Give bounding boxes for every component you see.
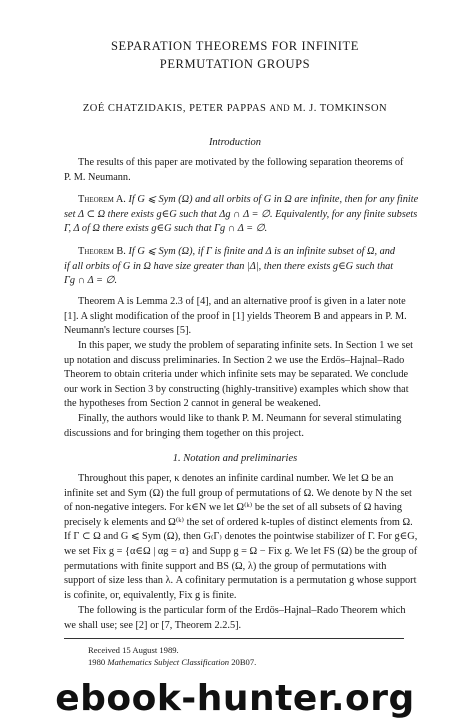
paragraph-line: The following is the particular form of the Erdös–Hajnal–Rado Theorem which (78, 605, 406, 616)
paragraph-line: [1]. A slight modification of the proof in [1] yields Theorem B and appears in P. M. (64, 310, 407, 322)
theorem-a-label: Theorem A. (78, 194, 126, 205)
paragraph-line: Theorem A is Lemma 2.3 of [4], and an alternative proof is given in a later note (78, 296, 406, 307)
theorem-b-line-3: Γg ∩ Δ = ∅. (64, 275, 118, 287)
paragraph-line: discussions and for bringing them together on this project. (64, 427, 304, 439)
theorem-a-line-1 (64, 193, 419, 208)
theorem-b-label: Theorem B. (78, 246, 126, 257)
footnote-classification (88, 656, 256, 668)
watermark-logo: ebook-hunter.org (55, 678, 415, 719)
paragraph-line: Neumann's lecture courses [5]. (64, 325, 192, 337)
paragraph-2 (64, 295, 407, 339)
intro-paragraph (64, 156, 402, 185)
footnote-received: Received 15 August 1989. (88, 645, 179, 655)
paragraph-line: If Γ ⊂ Ω and G ⩽ Sym (Ω), then G₍Γ₎ denotes the pointwise stabilizer of Γ. For g∈G, (64, 531, 418, 543)
paragraph-line: Theorem to obtain criteria under which infinite sets may be separated. We conclude (64, 369, 409, 381)
paper-title-line-2: PERMUTATION GROUPS (159, 57, 311, 71)
classification-label: Mathematics Subject Classification (107, 657, 230, 667)
paragraph-4 (64, 412, 402, 441)
paragraph-line: up notation and discuss preliminaries. In Section 2 we use the Erdös–Hajnal–Rado (64, 354, 405, 366)
theorem-b (64, 245, 402, 289)
theorem-b-text: If G ⩽ Sym (Ω), if Γ is finite and Δ is an infinite subset of Ω, and (128, 246, 396, 257)
section-1-paragraph-2 (64, 604, 406, 633)
classification-code: 20B07. (231, 657, 257, 667)
paper-title-line-1: SEPARATION THEOREMS FOR INFINITE (110, 39, 360, 53)
paragraph-3 (64, 339, 414, 412)
theorem-b-line-2: if all orbits of G in Ω have size greater than |Δ|, then there exists g∈G such that (64, 260, 394, 272)
section-1-heading: 1. Notation and preliminaries (172, 453, 298, 464)
classification-year: 1980 (88, 657, 106, 667)
paragraph-line: support of size less than λ. A cofinitary permutation is a permutation g whose support (64, 575, 417, 587)
footnote-separator (64, 638, 404, 639)
theorem-a (64, 193, 419, 237)
theorem-a-line-3: Γ, Δ of Ω there exists g∈G such that Γg ∩ Δ = ∅. (64, 223, 268, 235)
paragraph-line: Finally, the authors would like to thank P. M. Neumann for several stimulating (78, 413, 402, 424)
authors-and: AND (269, 103, 290, 113)
paragraph-line: The results of this paper are motivated by the following separation theorems of (78, 157, 404, 168)
section-1-paragraph-1 (64, 472, 418, 603)
introduction-heading: Introduction (208, 137, 262, 148)
paragraph-line: infinite set and Sym (Ω) the full group of permutations of Ω. We denote by N the set (64, 487, 412, 499)
paragraph-line: precisely k elements and Ω⁽ᵏ⁾ the set of ordered k-tuples of distinct elements from Ω. (64, 516, 413, 528)
paragraph-line: we shall use; see [2] or [7, Theorem 2.2.5]. (64, 619, 242, 631)
authors-names-a: ZOÉ CHATZIDAKIS, PETER PAPPAS (82, 103, 267, 114)
paragraph-line: In this paper, we study the problem of separating infinite sets. In Section 1 we set (78, 340, 414, 351)
theorem-b-line-1 (64, 245, 402, 260)
paragraph-line: of non-negative integers. For k∈N we let Ω⁽ᵏ⁾ be the set of all subsets of Ω having (64, 502, 403, 514)
paragraph-line: our work in Section 3 by constructing (highly-transitive) examples which show that (64, 383, 409, 395)
paragraph-line: we set Fix g = {α∈Ω | αg = α} and Supp g = Ω − Fix g. We let FS (Ω) be the group of (64, 545, 418, 557)
theorem-a-text: If G ⩽ Sym (Ω) and all orbits of G in Ω are infinite, then for any finite (128, 194, 419, 205)
theorem-a-line-2: set Δ ⊂ Ω there exists g∈G such that Δg ∩ Δ = ∅. Equivalently, for any finite subsets (64, 208, 418, 220)
paragraph-line: P. M. Neumann. (64, 171, 131, 183)
authors-names-b: M. J. TOMKINSON (293, 103, 388, 114)
paragraph-line: Throughout this paper, κ denotes an infinite cardinal number. We let Ω be an (78, 473, 394, 484)
paragraph-line: the hypotheses from Section 2 cannot in general be weakened. (64, 398, 321, 410)
paragraph-line: is cofinite, or, equivalently, Fix g is finite. (64, 589, 237, 601)
authors (0, 103, 470, 114)
paragraph-line: permutations with finite support and BS (Ω, λ) the group of permutations with (64, 560, 387, 572)
